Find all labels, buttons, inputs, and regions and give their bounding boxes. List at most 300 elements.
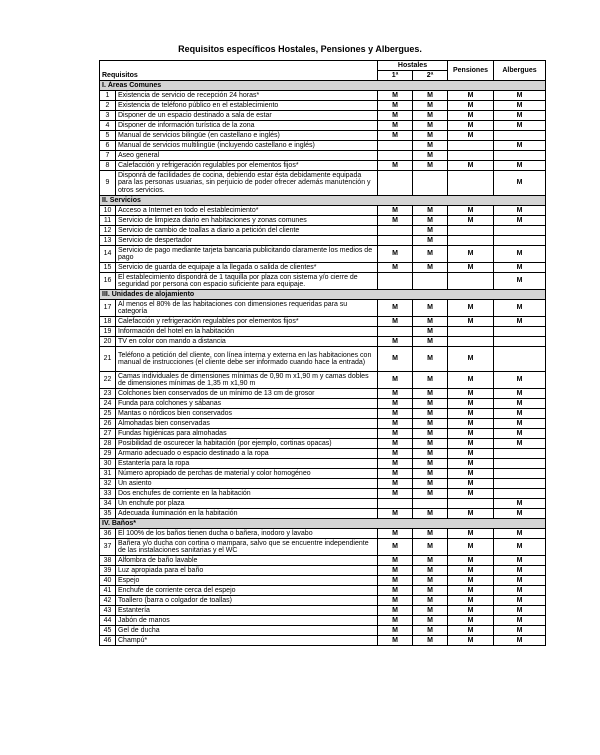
requirement-text: Existencia de teléfono público en el establecimiento xyxy=(116,101,378,111)
header-requisitos: Requisitos xyxy=(100,71,378,81)
hostales-2-cell: M xyxy=(413,216,448,226)
hostales-1-cell: M xyxy=(378,529,413,539)
document-title: Requisitos específicos Hostales, Pensiones y Albergues. xyxy=(178,44,422,54)
hostales-1-cell: M xyxy=(378,459,413,469)
pensiones-cell xyxy=(448,337,494,347)
row-number: 28 xyxy=(100,439,116,449)
pensiones-cell xyxy=(448,273,494,290)
hostales-2-cell: M xyxy=(413,409,448,419)
row-number: 8 xyxy=(100,161,116,171)
hostales-1-cell: M xyxy=(378,206,413,216)
table-row xyxy=(100,273,546,290)
hostales-2-cell: M xyxy=(413,429,448,439)
row-number: 15 xyxy=(100,263,116,273)
albergues-cell xyxy=(494,459,546,469)
hostales-2-cell: M xyxy=(413,347,448,372)
hostales-2-cell xyxy=(413,171,448,196)
albergues-cell: M xyxy=(494,273,546,290)
row-number: 40 xyxy=(100,576,116,586)
pensiones-cell: M xyxy=(448,246,494,263)
requirement-text: Alfombra de baño lavable xyxy=(116,556,378,566)
row-number: 16 xyxy=(100,273,116,290)
albergues-cell: M xyxy=(494,171,546,196)
row-number: 32 xyxy=(100,479,116,489)
requirement-text: Espejo xyxy=(116,576,378,586)
albergues-cell xyxy=(494,489,546,499)
albergues-cell: M xyxy=(494,317,546,327)
hostales-2-cell xyxy=(413,273,448,290)
hostales-1-cell: M xyxy=(378,626,413,636)
header-blank xyxy=(100,61,378,71)
requirement-text: Enchufe de corriente cerca del espejo xyxy=(116,586,378,596)
albergues-cell: M xyxy=(494,509,546,519)
section-title: II. Servicios xyxy=(100,196,546,206)
hostales-2-cell: M xyxy=(413,372,448,389)
pensiones-cell: M xyxy=(448,429,494,439)
albergues-cell: M xyxy=(494,499,546,509)
hostales-2-cell: M xyxy=(413,151,448,161)
hostales-2-cell: M xyxy=(413,121,448,131)
pensiones-cell xyxy=(448,327,494,337)
pensiones-cell: M xyxy=(448,439,494,449)
row-number: 24 xyxy=(100,399,116,409)
table-row xyxy=(100,372,546,389)
albergues-cell: M xyxy=(494,216,546,226)
pensiones-cell: M xyxy=(448,469,494,479)
hostales-1-cell xyxy=(378,236,413,246)
row-number: 30 xyxy=(100,459,116,469)
hostales-2-cell: M xyxy=(413,509,448,519)
table-row xyxy=(100,389,546,399)
table-row xyxy=(100,449,546,459)
requirement-text: Servicio de despertador xyxy=(116,236,378,246)
header-albergues: Albergues xyxy=(494,61,546,81)
row-number: 29 xyxy=(100,449,116,459)
hostales-2-cell: M xyxy=(413,91,448,101)
hostales-2-cell: M xyxy=(413,439,448,449)
pensiones-cell xyxy=(448,226,494,236)
requirement-text: Acceso a Internet en todo el establecimiento* xyxy=(116,206,378,216)
pensiones-cell: M xyxy=(448,216,494,226)
table-row xyxy=(100,317,546,327)
table-row xyxy=(100,439,546,449)
table-row xyxy=(100,141,546,151)
table-row xyxy=(100,509,546,519)
pensiones-cell: M xyxy=(448,111,494,121)
albergues-cell xyxy=(494,327,546,337)
table-row xyxy=(100,529,546,539)
albergues-cell: M xyxy=(494,101,546,111)
hostales-2-cell: M xyxy=(413,236,448,246)
table-row xyxy=(100,626,546,636)
table-row xyxy=(100,206,546,216)
row-number: 43 xyxy=(100,606,116,616)
hostales-2-cell: M xyxy=(413,317,448,327)
table-row xyxy=(100,236,546,246)
hostales-1-cell: M xyxy=(378,479,413,489)
albergues-cell: M xyxy=(494,596,546,606)
pensiones-cell: M xyxy=(448,449,494,459)
hostales-1-cell: M xyxy=(378,300,413,317)
row-number: 10 xyxy=(100,206,116,216)
row-number: 13 xyxy=(100,236,116,246)
row-number: 18 xyxy=(100,317,116,327)
table-row xyxy=(100,263,546,273)
albergues-cell: M xyxy=(494,300,546,317)
hostales-1-cell xyxy=(378,499,413,509)
albergues-cell xyxy=(494,479,546,489)
hostales-2-cell: M xyxy=(413,489,448,499)
pensiones-cell: M xyxy=(448,419,494,429)
table-row xyxy=(100,586,546,596)
hostales-1-cell xyxy=(378,141,413,151)
hostales-1-cell: M xyxy=(378,263,413,273)
pensiones-cell: M xyxy=(448,556,494,566)
pensiones-cell: M xyxy=(448,347,494,372)
row-number: 34 xyxy=(100,499,116,509)
row-number: 17 xyxy=(100,300,116,317)
row-number: 38 xyxy=(100,556,116,566)
hostales-2-cell: M xyxy=(413,389,448,399)
pensiones-cell: M xyxy=(448,372,494,389)
header-hostales-1: 1ª xyxy=(378,71,413,81)
row-number: 20 xyxy=(100,337,116,347)
hostales-1-cell xyxy=(378,171,413,196)
hostales-2-cell: M xyxy=(413,596,448,606)
hostales-1-cell: M xyxy=(378,636,413,646)
section-header-row xyxy=(100,81,546,91)
header-pensiones: Pensiones xyxy=(448,61,494,81)
row-number: 4 xyxy=(100,121,116,131)
hostales-2-cell: M xyxy=(413,246,448,263)
row-number: 7 xyxy=(100,151,116,161)
pensiones-cell xyxy=(448,499,494,509)
row-number: 39 xyxy=(100,566,116,576)
table-row xyxy=(100,327,546,337)
table-row xyxy=(100,131,546,141)
pensiones-cell: M xyxy=(448,539,494,556)
pensiones-cell: M xyxy=(448,479,494,489)
albergues-cell: M xyxy=(494,616,546,626)
table-row xyxy=(100,101,546,111)
hostales-1-cell: M xyxy=(378,616,413,626)
requirement-text: El 100% de los baños tienen ducha o bañera, inodoro y lavabo xyxy=(116,529,378,539)
hostales-2-cell: M xyxy=(413,576,448,586)
table-row xyxy=(100,419,546,429)
row-number: 35 xyxy=(100,509,116,519)
hostales-2-cell: M xyxy=(413,399,448,409)
pensiones-cell: M xyxy=(448,616,494,626)
pensiones-cell xyxy=(448,236,494,246)
hostales-2-cell: M xyxy=(413,111,448,121)
pensiones-cell: M xyxy=(448,586,494,596)
section-header-row xyxy=(100,290,546,300)
table-row xyxy=(100,246,546,263)
table-row xyxy=(100,111,546,121)
requirement-text: Mantas o nórdicos bien conservados xyxy=(116,409,378,419)
albergues-cell: M xyxy=(494,91,546,101)
hostales-2-cell: M xyxy=(413,566,448,576)
hostales-1-cell: M xyxy=(378,586,413,596)
section-title: III. Unidades de alojamiento xyxy=(100,290,546,300)
requirement-text: El establecimiento dispondrá de 1 taquilla por plaza con sistema y/o cierre de seguridad por persona con espacio suficiente para equipaje. xyxy=(116,273,378,290)
row-number: 12 xyxy=(100,226,116,236)
hostales-1-cell: M xyxy=(378,429,413,439)
requirement-text: Servicio de cambio de toallas a diario a petición del cliente xyxy=(116,226,378,236)
albergues-cell: M xyxy=(494,409,546,419)
table-row xyxy=(100,337,546,347)
requirement-text: Un enchufe por plaza xyxy=(116,499,378,509)
table-row xyxy=(100,300,546,317)
albergues-cell: M xyxy=(494,389,546,399)
hostales-2-cell: M xyxy=(413,449,448,459)
requirement-text: Estantería xyxy=(116,606,378,616)
hostales-1-cell: M xyxy=(378,399,413,409)
albergues-cell: M xyxy=(494,636,546,646)
hostales-1-cell xyxy=(378,327,413,337)
hostales-2-cell: M xyxy=(413,539,448,556)
table-row xyxy=(100,226,546,236)
row-number: 33 xyxy=(100,489,116,499)
hostales-1-cell: M xyxy=(378,409,413,419)
table-row xyxy=(100,151,546,161)
requirement-text: Champú* xyxy=(116,636,378,646)
row-number: 46 xyxy=(100,636,116,646)
header-row-top xyxy=(100,61,546,71)
albergues-cell: M xyxy=(494,626,546,636)
pensiones-cell: M xyxy=(448,91,494,101)
pensiones-cell: M xyxy=(448,300,494,317)
pensiones-cell: M xyxy=(448,576,494,586)
table-row xyxy=(100,479,546,489)
table-row xyxy=(100,216,546,226)
hostales-1-cell: M xyxy=(378,101,413,111)
pensiones-cell: M xyxy=(448,263,494,273)
hostales-1-cell: M xyxy=(378,347,413,372)
row-number: 41 xyxy=(100,586,116,596)
hostales-1-cell: M xyxy=(378,337,413,347)
row-number: 31 xyxy=(100,469,116,479)
row-number: 42 xyxy=(100,596,116,606)
requirement-text: Almohadas bien conservadas xyxy=(116,419,378,429)
requirement-text: Camas individuales de dimensiones mínimas de 0,90 m x1,90 m y camas dobles de dimensiones mínimas de 1,35 m x1,90 m xyxy=(116,372,378,389)
albergues-cell xyxy=(494,347,546,372)
albergues-cell xyxy=(494,337,546,347)
table-row xyxy=(100,91,546,101)
albergues-cell: M xyxy=(494,576,546,586)
hostales-1-cell: M xyxy=(378,556,413,566)
albergues-cell xyxy=(494,236,546,246)
hostales-2-cell: M xyxy=(413,626,448,636)
table-row xyxy=(100,499,546,509)
hostales-1-cell: M xyxy=(378,121,413,131)
row-number: 44 xyxy=(100,616,116,626)
table-row xyxy=(100,347,546,372)
hostales-1-cell: M xyxy=(378,372,413,389)
requirement-text: Servicio de pago mediante tarjeta bancaria publicitando claramente los medios de pago xyxy=(116,246,378,263)
requirement-text: Número apropiado de perchas de material y color homogéneo xyxy=(116,469,378,479)
requirement-text: Toallero (barra o colgador de toallas) xyxy=(116,596,378,606)
requirement-text: Un asiento xyxy=(116,479,378,489)
requirement-text: Dos enchufes de corriente en la habitación xyxy=(116,489,378,499)
requirement-text: Manual de servicios multilingüe (incluyendo castellano e inglés) xyxy=(116,141,378,151)
albergues-cell: M xyxy=(494,206,546,216)
albergues-cell: M xyxy=(494,121,546,131)
hostales-2-cell: M xyxy=(413,131,448,141)
requirement-text: Aseo general xyxy=(116,151,378,161)
albergues-cell: M xyxy=(494,586,546,596)
table-row xyxy=(100,459,546,469)
hostales-2-cell: M xyxy=(413,606,448,616)
requirement-text: Disponer de un espacio destinado a sala de estar xyxy=(116,111,378,121)
hostales-1-cell: M xyxy=(378,389,413,399)
hostales-2-cell: M xyxy=(413,459,448,469)
requirement-text: Calefacción y refrigeración regulables por elementos fijos* xyxy=(116,317,378,327)
table-row xyxy=(100,409,546,419)
albergues-cell xyxy=(494,469,546,479)
hostales-2-cell: M xyxy=(413,206,448,216)
hostales-1-cell: M xyxy=(378,606,413,616)
requirement-text: Información del hotel en la habitación xyxy=(116,327,378,337)
albergues-cell: M xyxy=(494,246,546,263)
pensiones-cell xyxy=(448,171,494,196)
table-row xyxy=(100,539,546,556)
pensiones-cell: M xyxy=(448,317,494,327)
albergues-cell: M xyxy=(494,111,546,121)
albergues-cell: M xyxy=(494,539,546,556)
hostales-2-cell: M xyxy=(413,141,448,151)
row-number: 5 xyxy=(100,131,116,141)
requirement-text: Manual de servicios bilingüe (en castellano e inglés) xyxy=(116,131,378,141)
section-header-row xyxy=(100,519,546,529)
row-number: 9 xyxy=(100,171,116,196)
hostales-1-cell: M xyxy=(378,161,413,171)
row-number: 26 xyxy=(100,419,116,429)
hostales-1-cell: M xyxy=(378,576,413,586)
row-number: 21 xyxy=(100,347,116,372)
pensiones-cell: M xyxy=(448,121,494,131)
requirement-text: Al menos el 80% de las habitaciones con dimensiones requeridas para su categoría xyxy=(116,300,378,317)
table-row xyxy=(100,566,546,576)
row-number: 6 xyxy=(100,141,116,151)
albergues-cell: M xyxy=(494,606,546,616)
hostales-2-cell: M xyxy=(413,337,448,347)
table-row xyxy=(100,596,546,606)
requirement-text: Estantería para la ropa xyxy=(116,459,378,469)
table-row xyxy=(100,161,546,171)
table-row xyxy=(100,171,546,196)
albergues-cell: M xyxy=(494,556,546,566)
row-number: 1 xyxy=(100,91,116,101)
requirements-table xyxy=(99,60,546,646)
pensiones-cell: M xyxy=(448,529,494,539)
table-row xyxy=(100,636,546,646)
requirement-text: TV en color con mando a distancia xyxy=(116,337,378,347)
requirement-text: Bañera y/o ducha con cortina o mampara, salvo que se encuentre independiente de las instalaciones sanitarias y el WC xyxy=(116,539,378,556)
albergues-cell: M xyxy=(494,161,546,171)
hostales-2-cell: M xyxy=(413,586,448,596)
section-header-row xyxy=(100,196,546,206)
header-hostales: Hostales xyxy=(378,61,448,71)
hostales-2-cell: M xyxy=(413,327,448,337)
pensiones-cell: M xyxy=(448,636,494,646)
hostales-2-cell: M xyxy=(413,616,448,626)
hostales-1-cell: M xyxy=(378,91,413,101)
row-number: 25 xyxy=(100,409,116,419)
hostales-1-cell: M xyxy=(378,596,413,606)
hostales-1-cell xyxy=(378,273,413,290)
hostales-1-cell: M xyxy=(378,419,413,429)
requirement-text: Disponer de información turística de la zona xyxy=(116,121,378,131)
pensiones-cell: M xyxy=(448,399,494,409)
pensiones-cell: M xyxy=(448,566,494,576)
requirement-text: Posibilidad de oscurecer la habitación (por ejemplo, cortinas opacas) xyxy=(116,439,378,449)
hostales-1-cell xyxy=(378,226,413,236)
row-number: 14 xyxy=(100,246,116,263)
hostales-2-cell: M xyxy=(413,556,448,566)
hostales-1-cell: M xyxy=(378,469,413,479)
albergues-cell: M xyxy=(494,566,546,576)
hostales-1-cell: M xyxy=(378,539,413,556)
section-title: IV. Baños* xyxy=(100,519,546,529)
albergues-cell: M xyxy=(494,372,546,389)
albergues-cell xyxy=(494,449,546,459)
pensiones-cell xyxy=(448,141,494,151)
hostales-2-cell: M xyxy=(413,226,448,236)
pensiones-cell: M xyxy=(448,606,494,616)
requirement-text: Adecuada iluminación en la habitación xyxy=(116,509,378,519)
pensiones-cell: M xyxy=(448,131,494,141)
albergues-cell xyxy=(494,151,546,161)
hostales-1-cell: M xyxy=(378,131,413,141)
requirement-text: Luz apropiada para el baño xyxy=(116,566,378,576)
pensiones-cell: M xyxy=(448,206,494,216)
hostales-2-cell xyxy=(413,499,448,509)
table-row xyxy=(100,489,546,499)
albergues-cell xyxy=(494,226,546,236)
row-number: 37 xyxy=(100,539,116,556)
header-hostales-2: 2ª xyxy=(413,71,448,81)
requirement-text: Gel de ducha xyxy=(116,626,378,636)
albergues-cell: M xyxy=(494,439,546,449)
row-number: 27 xyxy=(100,429,116,439)
hostales-1-cell: M xyxy=(378,317,413,327)
row-number: 22 xyxy=(100,372,116,389)
table-row xyxy=(100,606,546,616)
row-number: 11 xyxy=(100,216,116,226)
hostales-1-cell: M xyxy=(378,439,413,449)
hostales-1-cell: M xyxy=(378,216,413,226)
pensiones-cell: M xyxy=(448,509,494,519)
pensiones-cell: M xyxy=(448,161,494,171)
hostales-2-cell: M xyxy=(413,300,448,317)
requirement-text: Existencia de servicio de recepción 24 horas* xyxy=(116,91,378,101)
row-number: 19 xyxy=(100,327,116,337)
pensiones-cell: M xyxy=(448,409,494,419)
albergues-cell: M xyxy=(494,529,546,539)
requirement-text: Fundas higiénicas para almohadas xyxy=(116,429,378,439)
hostales-2-cell: M xyxy=(413,263,448,273)
albergues-cell: M xyxy=(494,399,546,409)
hostales-2-cell: M xyxy=(413,636,448,646)
hostales-1-cell: M xyxy=(378,449,413,459)
requirement-text: Calefacción y refrigeración regulables por elementos fijos* xyxy=(116,161,378,171)
pensiones-cell: M xyxy=(448,626,494,636)
requirement-text: Servicio de limpieza diario en habitaciones y zonas comunes xyxy=(116,216,378,226)
table-row xyxy=(100,121,546,131)
row-number: 2 xyxy=(100,101,116,111)
table-row xyxy=(100,429,546,439)
